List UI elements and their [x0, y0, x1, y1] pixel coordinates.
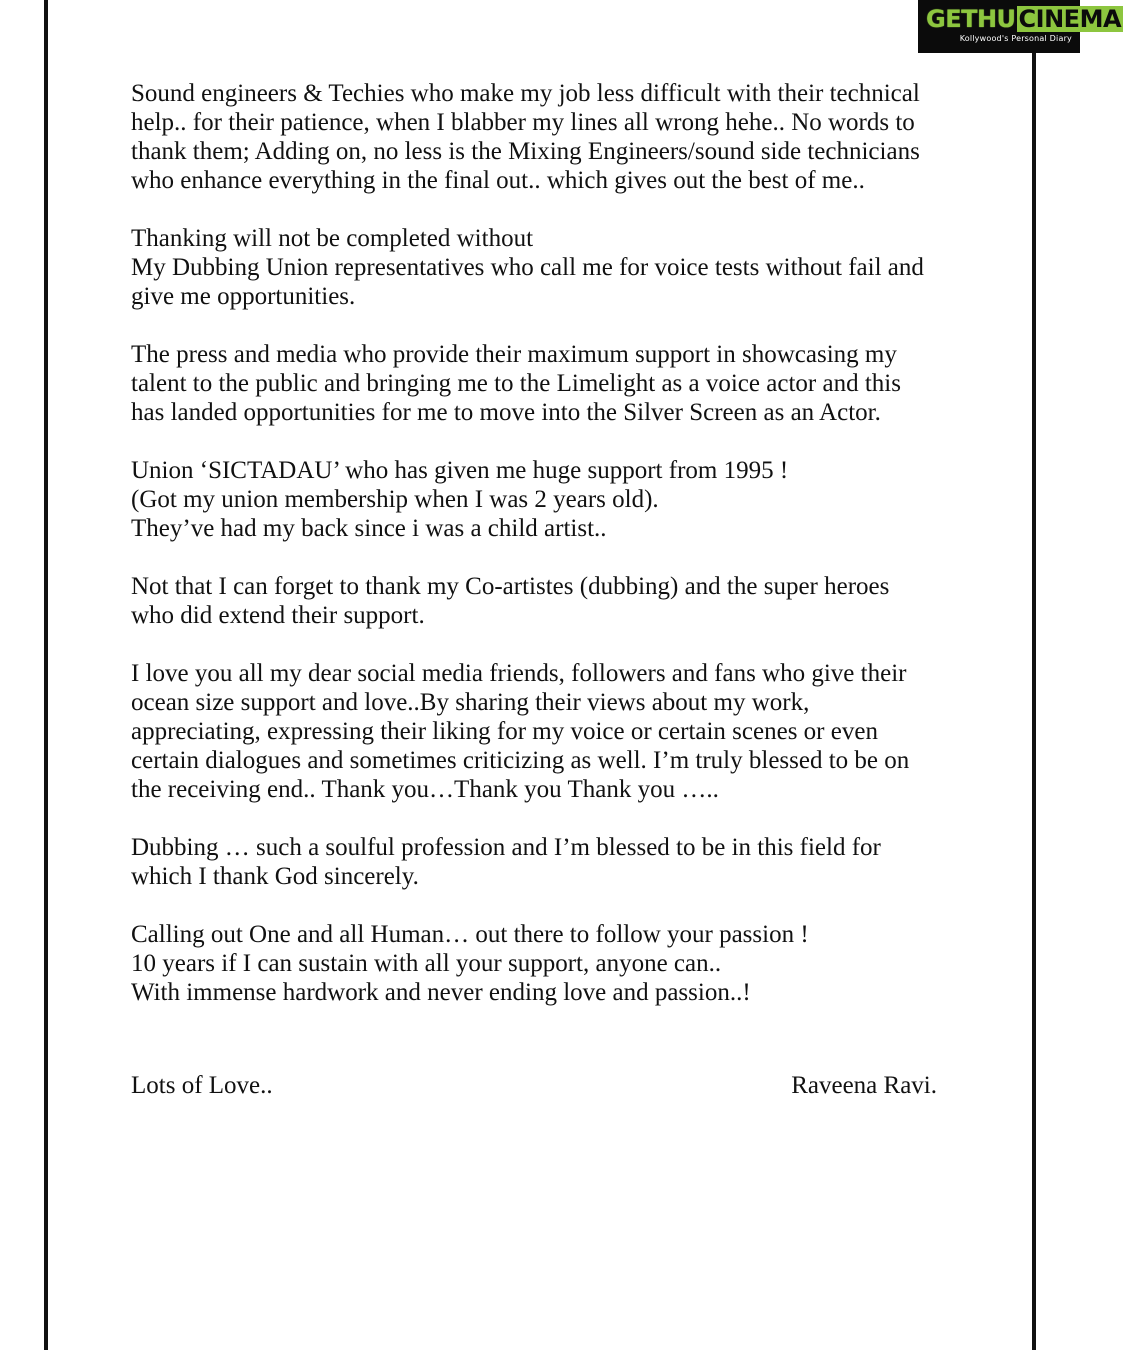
- page-border-right: [1032, 0, 1036, 1350]
- signoff: [131, 1071, 937, 1100]
- paragraph-line: Not that I can forget to thank my Co-artistes (dubbing) and the super heroes: [131, 573, 890, 600]
- paragraph-line: which I thank God sincerely.: [131, 863, 419, 890]
- paragraph-line: My Dubbing Union representatives who call me for voice tests without fail and: [131, 254, 924, 281]
- page-border-left: [44, 0, 48, 1350]
- paragraph: [131, 79, 951, 195]
- watermark-tagline: Kollywood's Personal Diary: [959, 34, 1072, 43]
- paragraph-line: who enhance everything in the final out.. which gives out the best of me..: [131, 167, 865, 194]
- paragraph-line: (Got my union membership when I was 2 years old).: [131, 486, 659, 513]
- paragraph-line: ocean size support and love..By sharing their views about my work,: [131, 689, 810, 716]
- paragraph-line: the receiving end.. Thank you…Thank you Thank you …..: [131, 776, 719, 803]
- paragraph-line: Thanking will not be completed without: [131, 225, 534, 252]
- closing-text: Lots of Love..: [131, 1072, 273, 1099]
- paragraph-line: give me opportunities.: [131, 283, 356, 310]
- paragraph-line: appreciating, expressing their liking for my voice or certain scenes or even: [131, 718, 878, 745]
- paragraph-line: With immense hardwork and never ending love and passion..!: [131, 979, 751, 1006]
- paragraph-line: thank them; Adding on, no less is the Mixing Engineers/sound side technicians: [131, 138, 920, 165]
- signature-name: Raveena Ravi.: [791, 1072, 937, 1099]
- paragraph-line: They’ve had my back since i was a child artist..: [131, 515, 607, 542]
- paragraph-line: Dubbing … such a soulful profession and I’m blessed to be in this field for: [131, 834, 881, 861]
- paragraph: [131, 456, 951, 543]
- watermark-logo: [918, 0, 1122, 53]
- letter-body: [131, 79, 951, 1036]
- watermark-brand-part1: GETHU: [926, 5, 1016, 33]
- paragraph-line: has landed opportunities for me to move into the Silver Screen as an Actor.: [131, 399, 881, 426]
- paragraph-line: 10 years if I can sustain with all your support, anyone can..: [131, 950, 722, 977]
- paragraph-line: talent to the public and bringing me to the Limelight as a voice actor and this: [131, 370, 901, 397]
- paragraph-line: Calling out One and all Human… out there to follow your passion !: [131, 921, 809, 948]
- paragraph-line: Union ‘SICTADAU’ who has given me huge support from 1995 !: [131, 457, 789, 484]
- paragraph: [131, 833, 951, 891]
- paragraph-line: certain dialogues and sometimes criticizing as well. I’m truly blessed to be on: [131, 747, 910, 774]
- paragraph: [131, 572, 951, 630]
- paragraph-line: who did extend their support.: [131, 602, 425, 629]
- watermark-brand: [926, 5, 1122, 33]
- paragraph: [131, 659, 951, 804]
- paragraph-line: help.. for their patience, when I blabber my lines all wrong hehe.. No words to: [131, 109, 915, 136]
- watermark-brand-part2: CINEMA: [1018, 5, 1122, 33]
- paragraph: [131, 224, 951, 311]
- paragraph-line: Sound engineers & Techies who make my job less difficult with their technical: [131, 80, 920, 107]
- paragraph-line: The press and media who provide their maximum support in showcasing my: [131, 341, 897, 368]
- paragraph: [131, 920, 951, 1007]
- paragraph-line: I love you all my dear social media friends, followers and fans who give their: [131, 660, 907, 687]
- paragraph: [131, 340, 951, 427]
